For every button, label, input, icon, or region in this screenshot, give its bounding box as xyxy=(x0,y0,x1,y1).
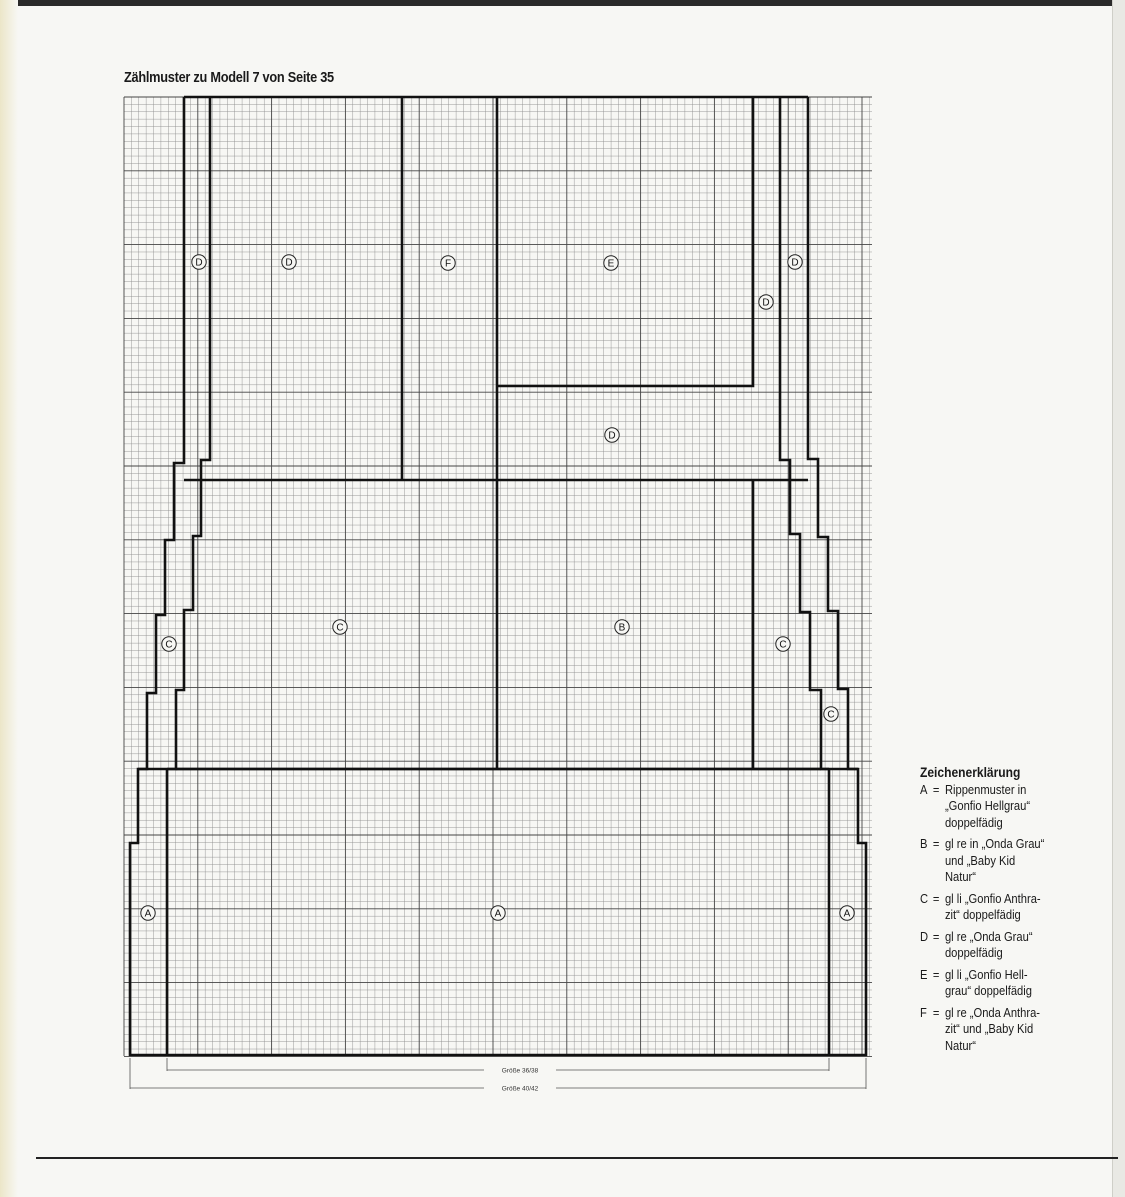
region-label-a: A xyxy=(494,908,502,920)
page-title: Zählmuster zu Modell 7 von Seite 35 xyxy=(124,70,334,86)
region-label-d: D xyxy=(608,430,616,442)
legend-key: C xyxy=(920,890,929,906)
region-label-d: D xyxy=(285,257,293,269)
region-label-c: C xyxy=(827,709,835,721)
legend-text: gl re „Onda Anthra- zit“ und „Baby Kid Natur“ xyxy=(944,1004,1041,1053)
legend-text: gl li „Gonfio Anthra- zit“ doppelfädig xyxy=(944,890,1041,922)
legend-item xyxy=(920,891,1066,924)
legend-key: F xyxy=(920,1004,927,1020)
region-label-b: B xyxy=(618,622,626,634)
legend-text: gl li „Gonfio Hell- grau“ doppelfädig xyxy=(944,966,1032,998)
size-label-small: Größe 36/38 xyxy=(501,1067,539,1075)
legend-text: Rippenmuster in „Gonfio Hellgrau“ doppelfädig xyxy=(944,781,1031,830)
legend-text: gl re „Onda Grau“ doppelfädig xyxy=(944,928,1033,960)
legend-title: Zeichenerklärung xyxy=(920,764,1021,780)
region-label-d: D xyxy=(762,297,770,309)
region-label-d: D xyxy=(791,257,799,269)
legend-item xyxy=(920,929,1066,962)
legend-equals: = xyxy=(932,928,940,944)
legend-item xyxy=(920,967,1066,1000)
size-label-large: Größe 40/42 xyxy=(501,1085,539,1093)
region-label-c: C xyxy=(779,639,787,651)
legend-text: gl re in „Onda Grau“ und „Baby Kid Natur“ xyxy=(944,836,1045,884)
legend-equals: = xyxy=(932,966,940,982)
legend-item xyxy=(920,782,1066,832)
region-outline xyxy=(780,97,829,769)
legend-equals: = xyxy=(932,890,940,906)
legend-item xyxy=(920,836,1066,886)
legend-item xyxy=(920,1005,1066,1055)
region-outline xyxy=(167,97,210,769)
region-label-f: F xyxy=(444,258,452,270)
legend-key: B xyxy=(920,836,928,851)
region-label-c: C xyxy=(336,622,344,634)
legend-equals: = xyxy=(932,1004,940,1020)
legend-equals: = xyxy=(932,836,940,851)
region-label-a: A xyxy=(843,908,851,920)
size-dimensions xyxy=(130,1058,866,1093)
region-label-e: E xyxy=(607,258,615,270)
bottom-rule xyxy=(36,1157,1118,1159)
legend-key: A xyxy=(920,781,928,797)
legend xyxy=(920,764,1066,1059)
legend-key: E xyxy=(920,966,928,982)
legend-equals: = xyxy=(932,781,940,797)
region-label-c: C xyxy=(165,639,173,651)
region-label-a: A xyxy=(144,908,152,920)
region-label-d: D xyxy=(195,257,203,269)
region-outline xyxy=(808,97,858,769)
legend-key: D xyxy=(920,928,929,944)
